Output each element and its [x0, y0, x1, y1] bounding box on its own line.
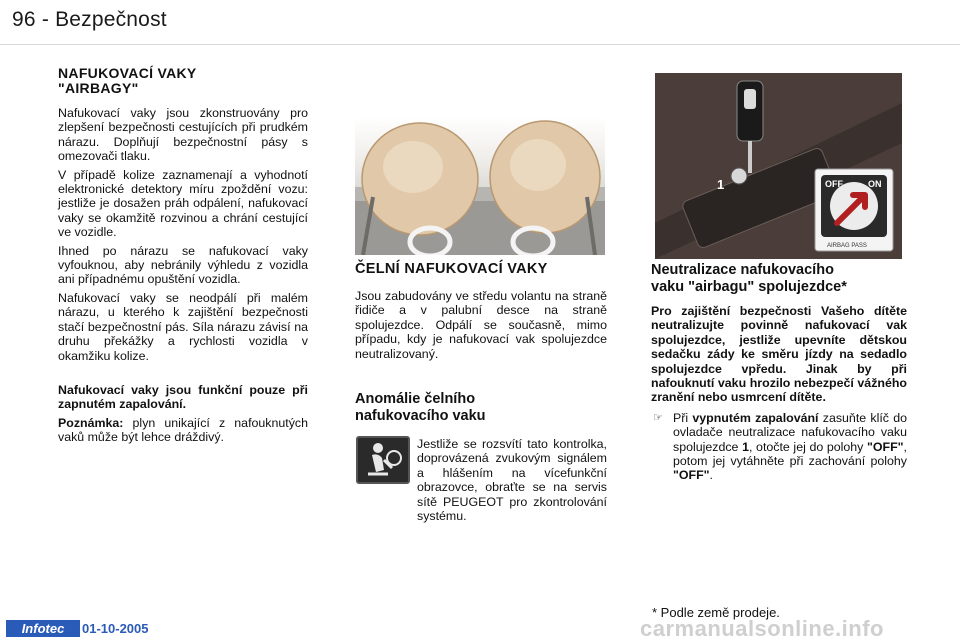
note-paragraph [58, 416, 308, 445]
child-seat-warning: Pro zajištění bezpečnosti Vašeho dítěte neutralizujte povinně nafukovací vak spolujezdce, jestliže upevníte dětskou sedačku zády ke směru jízdy na sedadlo spolujezdce vpředu. Jinak by při nafouknutí vaku hrozilo nebezpečí vážného zranění nebo usmrcení dítěte. [651, 304, 907, 405]
watermark: carmanualsonline.info [640, 616, 884, 640]
page-title [12, 8, 167, 32]
switch-caption: AIRBAG PASS [827, 243, 867, 249]
console-drawing [655, 73, 902, 259]
callout-number: 1 [717, 177, 725, 192]
neutralization-heading: Neutralizace nafukovacího vaku "airbagu" spolujezdce* [651, 262, 847, 295]
paragraph: Nafukovací vaky jsou zkonstruovány pro zlepšení bezpečnosti cestujících při prudkém nárazu. Doplňují bezpečnostní pásy s omezovači tlaku. [58, 106, 308, 164]
airbag-fault-paragraph: Jestliže se rozsvítí tato kontrolka, doprovázená zvukovým signálem a hlášením na vícefunkční obrazovce, obraťte se na servis sítě PEUGEOT pro zkontrolování systému. [417, 437, 607, 524]
note-label: Poznámka: [58, 415, 124, 430]
switch-off-label: OFF [825, 179, 843, 189]
airbags-drawing [355, 117, 605, 255]
paragraph: V případě kolize zaznamenají a vyhodnotí elektronické detektory míru zpoždění vozu: jestliže je dosažen práh odpálení, nafukovací vaky se okamžitě rozvinou a chrání cestující ve vozidle. [58, 167, 308, 240]
title-separator: - [41, 8, 50, 31]
infotec-logo: Infotec [6, 620, 80, 637]
pointing-hand-icon: ☞ [653, 411, 663, 424]
airbag-symbol-icon [358, 438, 408, 482]
bold-note: Nafukovací vaky jsou funkční pouze při zapnutém zapalování. [58, 382, 308, 412]
switch-on-label: ON [868, 179, 882, 189]
airbags-intro-column [58, 66, 308, 449]
airbag-fault-heading: Anomálie čelního nafukovacího vaku [355, 391, 486, 425]
page-number: 96 [12, 8, 36, 31]
airbag-neutralization-column [651, 262, 907, 483]
instruction-list-item: ☞ Při vypnutém zapalování zasuňte klíč do ovladače neutralizace nafukovacího vaku spolujezdce 1, otočte jej do polohy "OFF", potom jej vytáhněte při zachování polohy "OFF". [653, 410, 907, 483]
note-text: plyn unikající z nafouknutých vaků může být lehce dráždivý. [58, 415, 308, 445]
page-header [0, 0, 960, 42]
airbags-heading: NAFUKOVACÍ VAKY "AIRBAGY" [58, 65, 197, 96]
airbag-deactivation-switch-photo [655, 73, 902, 259]
section-title: Bezpečnost [55, 8, 167, 31]
frontal-airbags-column [355, 262, 607, 527]
frontal-airbags-illustration [355, 117, 605, 255]
paragraph: Ihned po nárazu se nafukovací vaky vyfouknou, aby nebránily výhledu z vozidla ani případnému opuštění vozidla. [58, 243, 308, 287]
paragraph: Nafukovací vaky se neodpálí při malém nárazu, u kterého k zajištění bezpečnosti stačí bezpečnostní pás. Síla nárazu závisí na druhu překážky a rychlosti vozidla v okamžiku kolize. [58, 290, 308, 363]
paragraph: Jsou zabudovány ve středu volantu na straně řidiče a v palubní desce na straně spolujezdce. Odpálí se současně, mimo případu, kdy je nafukovací vak spolujezdce neutralizovaný. [355, 289, 607, 361]
header-divider [0, 44, 960, 45]
frontal-airbags-heading: ČELNÍ NAFUKOVACÍ VAKY [355, 261, 548, 277]
edition-date: 01-10-2005 [82, 621, 149, 636]
airbag-warning-lamp-icon [356, 436, 410, 484]
footnote: * Podle země prodeje. [652, 605, 780, 620]
